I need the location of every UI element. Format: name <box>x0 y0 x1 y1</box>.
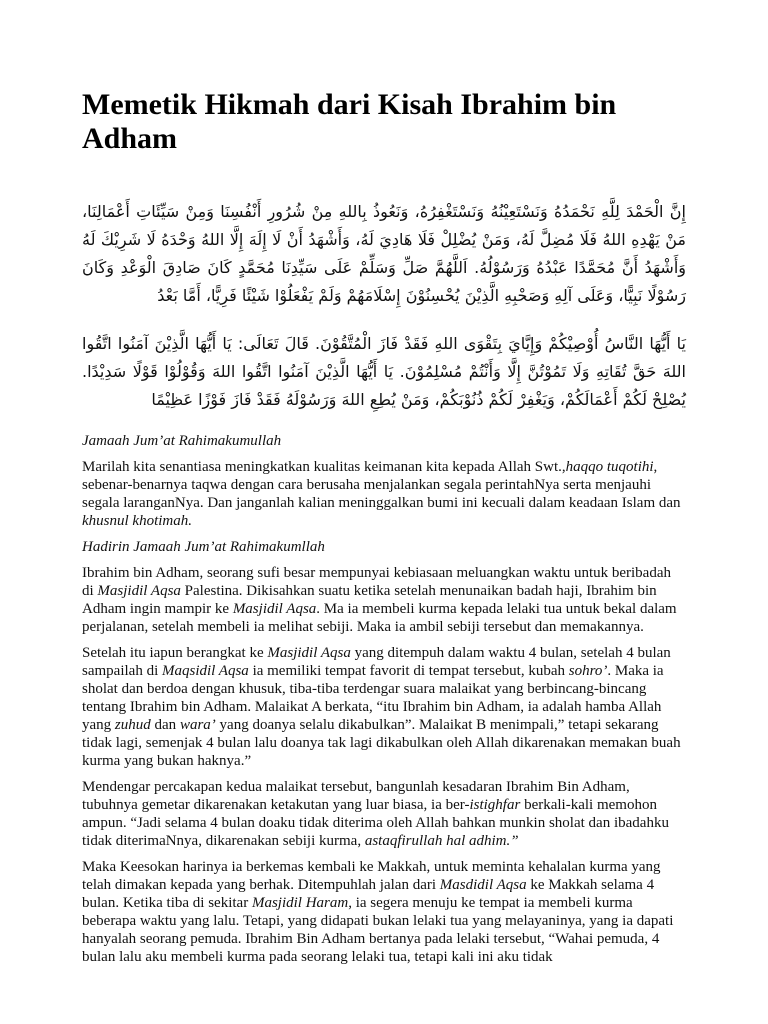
paragraph-ibrahim-intro: Ibrahim bin Adham, seorang sufi besar mempunyai kebiasaan meluangkan waktu untuk beribadah di Masjidil Aqsa Palestina. Dikisahkan suatu ketika setelah menunaikan badah haji, Ibrahim bin Adham ingin mampir ke Masjidil Aqsa. Ma ia membeli kurma kepada lelaki tua untuk bekal dalam perjalanan, setelah membeli ia melihat sebiji. Maka ia ambil sebiji tersebut dan memakannya. <box>82 565 677 635</box>
paragraph-taqwa: Marilah kita senantiasa meningkatkan kualitas keimanan kita kepada Allah Swt.,haqqo tuqotihi, sebenar-benarnya taqwa dengan cara berusaha menjalankan segala perintahNya serta menjauhi segala laranganNya. Dan janganlah kalian meninggalkan bumi ini kecuali dalam keadaan Islam dan khusnul khotimah. <box>82 459 681 529</box>
arabic-wasiat-taqwa: يَا أَيُّهَا النَّاسُ أُوْصِيْكُمْ وَإِيَّايَ بِتَقْوَى اللهِ فَقَدْ فَازَ الْمُتَّقُوْنَ. قَالَ تَعَالَى: يَا أَيُّهَا الَّذِيْنَ آمَنُوا اتَّقُوا اللهَ حَقَّ تُقَاتِهِ وَلَا تَمُوْتُنَّ إِلَّا وَأَنْتُمْ مُسْلِمُوْنَ. يَا أَيُّهَا الَّذِيْنَ آمَنُوا اتَّقُوا اللهَ وَقُوْلُوْا قَوْلًا سَدِيْدًا. يُصْلِحْ لَكُمْ أَعْمَالَكُمْ، وَيَغْفِرْ لَكُمْ ذُنُوْبَكُمْ، وَمَنْ يُطِعِ اللهَ وَرَسُوْلَهُ فَقَدْ فَازَ فَوْزًا عَظِيْمًا <box>82 334 686 409</box>
arabic-opening-prayer: إِنَّ الْحَمْدَ لِلَّهِ نَحْمَدُهُ وَنَسْتَعِيْنُهُ وَنَسْتَغْفِرُهُ، وَنَعُوذُ بِاللهِ مِنْ شُرُورِ أَنْفُسِنَا وَمِنْ سَيِّئَاتِ أَعْمَالِنَا، مَنْ يَهْدِهِ اللهُ فَلَا مُضِلَّ لَهُ، وَمَنْ يُضْلِلْ فَلَا هَادِيَ لَهُ، وَأَشْهَدُ أَنْ لَا إِلَهَ إِلَّا اللهُ وَحْدَهُ لَا شَرِيْكَ لَهُ وَأَشْهَدُ أَنَّ مُحَمَّدًا عَبْدُهُ وَرَسُوْلُهُ. اَللَّهُمَّ صَلِّ وَسَلِّمْ عَلَى سَيِّدِنَا مُحَمَّدٍ كَانَ صَادِقَ الْوَعْدِ وَكَانَ رَسُوْلًا نَبِيًّا، وَعَلَى آلِهِ وَصَحْبِهِ الَّذِيْنَ يُحْسِنُوْنَ إِسْلَامَهُمْ وَلَمْ يَفْعَلُوْا شَيْئًا فَرِيًّا، أَمَّا بَعْدُ <box>82 202 686 305</box>
paragraph-malaikat: Setelah itu iapun berangkat ke Masjidil Aqsa yang ditempuh dalam waktu 4 bulan, setelah 4 bulan sampailah di Maqsidil Aqsa ia memiliki tempat favorit di tempat tersebut, kubah sohro’. Maka ia sholat dan berdoa dengan khusuk, tiba-tiba terdengar suara malaikat yang berbincang-bincang tentang Ibrahim bin Adham. Malaikat A berkata, “itu Ibrahim bin Adham, ia adalah hamba Allah yang zuhud dan wara’ yang doanya selalu dikabulkan”. Malaikat B menimpali,” tetapi sekarang tidak lagi, semenjak 4 bulan lalu doanya tak lagi dikabulkan oleh Allah dikarenakan memakan buah kurma yang bukan haknya.” <box>82 645 681 769</box>
paragraph-kembali-makkah: Maka Keesokan harinya ia berkemas kembali ke Makkah, untuk meminta kehalalan kurma yang telah dimakan kepada yang berhak. Ditempuhlah jalan dari Masdidil Aqsa ke Makkah selama 4 bulan. Ketika tiba di sekitar Masjidil Haram, ia segera menuju ke tempat ia membeli kurma beberapa waktu yang lalu. Tetapi, yang didapati bukan lelaki tua yang melayaninya, yang ia dapati hanyalah seorang pemuda. Ibrahim Bin Adham bertanya pada lelaki tersebut, “Wahai pemuda, 4 bulan lalu aku membeli kurma pada seorang lelaki tua, tetapi kali ini aku tidak <box>82 859 674 965</box>
document-title: Memetik Hikmah dari Kisah Ibrahim bin Adham <box>82 88 617 155</box>
salutation-hadirin: Hadirin Jamaah Jum’at Rahimakumllah <box>82 539 325 555</box>
salutation-jamaah: Jamaah Jum’at Rahimakumullah <box>82 433 282 449</box>
paragraph-istighfar: Mendengar percakapan kedua malaikat tersebut, bangunlah kesadaran Ibrahim Bin Adham, tubuhnya gemetar dikarenakan ketakutan yang luar biasa, ia ber-istighfar berkali-kali memohon ampun. “Jadi selama 4 bulan doaku tidak diterima oleh Allah bahkan munkin sholat dan ibadahku tidak diterimaNnya, dikarenakan sebiji kurma, astaqfirullah hal adhim.” <box>82 779 669 849</box>
